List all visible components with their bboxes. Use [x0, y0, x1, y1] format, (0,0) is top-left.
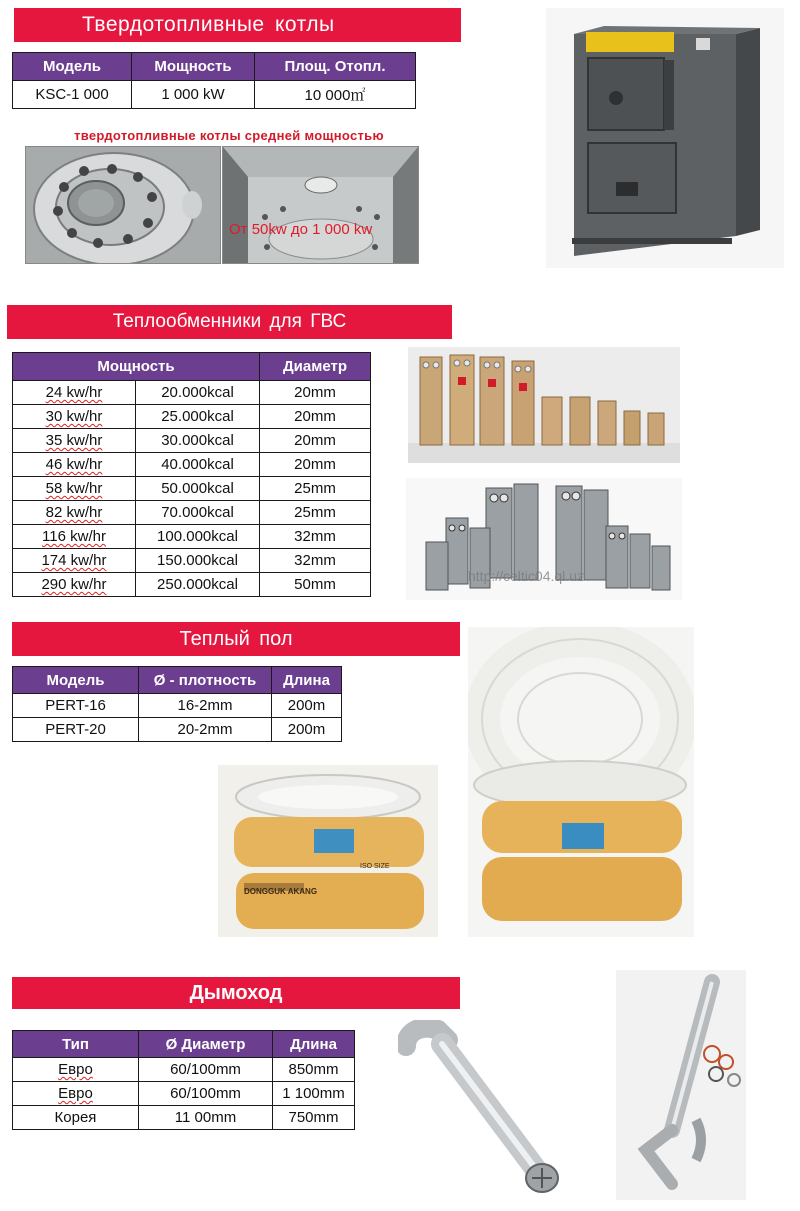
- table-row: [13, 477, 371, 501]
- boilers-cell-model: KSC-1 000: [13, 81, 132, 109]
- chimney-cell-length: 750mm: [273, 1106, 355, 1130]
- boiler-burner-photo: [25, 146, 221, 264]
- chimney-table: [12, 1030, 355, 1130]
- hx-cell-kcal: 250.000kcal: [136, 573, 260, 597]
- hx-cell-power: 58 kw/hr: [45, 480, 103, 497]
- hx-cell-diameter: 20mm: [260, 381, 371, 405]
- heat-exchangers-header-diameter: Диаметр: [260, 353, 371, 381]
- hx-cell-diameter: 32mm: [260, 525, 371, 549]
- chimney-cell-type: Евро: [58, 1061, 93, 1078]
- hx-cell-diameter: 20mm: [260, 453, 371, 477]
- pipe-rolls-iso-label: ISO SIZE: [360, 863, 390, 870]
- table-row: [13, 81, 416, 109]
- hx-cell-kcal: 70.000kcal: [136, 501, 260, 525]
- pipe-rolls-photo: [218, 765, 438, 937]
- heat-exchangers-header-power: Мощность: [13, 353, 260, 381]
- chimney-title-banner: [12, 977, 460, 1009]
- chimney-header-diameter: Ø Диаметр: [139, 1031, 273, 1058]
- pipe-rolls-brand-label: DONGGUK AKANG: [244, 887, 318, 896]
- hx-cell-power: 82 kw/hr: [45, 504, 103, 521]
- steel-exchangers-watermark: http://celtic04.ql.uz: [468, 568, 584, 584]
- floor-header-length: Длина: [272, 667, 342, 694]
- boilers-cell-area: 10 000㎡: [255, 81, 416, 109]
- table-row: [13, 573, 371, 597]
- chimney-cell-type: Евро: [58, 1085, 93, 1102]
- hx-cell-power: 30 kw/hr: [45, 408, 103, 425]
- heat-exchangers-title-banner: [7, 305, 452, 339]
- boilers-cell-power: 1 000 kW: [132, 81, 255, 109]
- steel-exchangers-photo: [406, 478, 682, 600]
- chimney-cell-diameter: 60/100mm: [139, 1082, 273, 1106]
- hx-cell-diameter: 50mm: [260, 573, 371, 597]
- hx-cell-diameter: 32mm: [260, 549, 371, 573]
- boilers-range-text: От 50kw до 1 000 kw: [229, 221, 373, 238]
- chimney-cell-diameter: 60/100mm: [139, 1058, 273, 1082]
- floor-header-density: Ø - плотность: [139, 667, 272, 694]
- floor-cell-density: 20-2mm: [139, 718, 272, 742]
- table-row: [13, 1106, 355, 1130]
- hx-cell-diameter: 25mm: [260, 477, 371, 501]
- floor-header-model: Модель: [13, 667, 139, 694]
- table-row: [13, 453, 371, 477]
- chimney-kit-photo: [616, 970, 746, 1200]
- table-row: [13, 718, 342, 742]
- table-row: [13, 1058, 355, 1082]
- floor-title-banner: [12, 622, 460, 656]
- chimney-pipe-photo: [398, 1020, 566, 1198]
- hx-cell-power: 35 kw/hr: [45, 432, 103, 449]
- hx-cell-power: 290 kw/hr: [41, 576, 107, 593]
- floor-cell-model: PERT-20: [13, 718, 139, 742]
- hx-cell-kcal: 50.000kcal: [136, 477, 260, 501]
- boiler-cabinet-photo: [546, 8, 784, 268]
- table-row: [13, 549, 371, 573]
- floor-table: [12, 666, 342, 742]
- boiler-firebox-photo: [222, 146, 419, 264]
- hx-cell-kcal: 20.000kcal: [136, 381, 260, 405]
- boilers-title: Твердотопливные котлы: [82, 13, 335, 36]
- hx-cell-kcal: 30.000kcal: [136, 429, 260, 453]
- chimney-cell-length: 850mm: [273, 1058, 355, 1082]
- hx-cell-kcal: 100.000kcal: [136, 525, 260, 549]
- hx-cell-diameter: 20mm: [260, 405, 371, 429]
- table-row: [13, 1082, 355, 1106]
- plate-exchangers-photo: [408, 347, 680, 463]
- hx-cell-power: 24 kw/hr: [45, 384, 103, 401]
- chimney-cell-diameter: 11 00mm: [139, 1106, 273, 1130]
- boilers-header-area: Площ. Отопл.: [255, 53, 416, 81]
- boilers-table: [12, 52, 416, 109]
- hx-cell-diameter: 20mm: [260, 429, 371, 453]
- hx-cell-kcal: 40.000kcal: [136, 453, 260, 477]
- table-row: [13, 429, 371, 453]
- boilers-header-power: Мощность: [132, 53, 255, 81]
- boilers-title-banner: [14, 8, 461, 42]
- boilers-header-model: Модель: [13, 53, 132, 81]
- boilers-caption: твердотопливные котлы средней мощностью: [74, 128, 384, 143]
- heat-exchangers-title: Теплообменники для ГВС: [112, 311, 347, 332]
- hx-cell-power: 116 kw/hr: [42, 528, 106, 545]
- floor-cell-model: PERT-16: [13, 694, 139, 718]
- floor-cell-density: 16-2mm: [139, 694, 272, 718]
- hx-cell-power: 174 kw/hr: [41, 552, 107, 569]
- hx-cell-power: 46 kw/hr: [45, 456, 103, 473]
- hx-cell-kcal: 150.000kcal: [136, 549, 260, 573]
- table-row: [13, 694, 342, 718]
- table-row: [13, 405, 371, 429]
- chimney-title: Дымоход: [189, 981, 283, 1004]
- hx-cell-kcal: 25.000kcal: [136, 405, 260, 429]
- chimney-header-length: Длина: [273, 1031, 355, 1058]
- chimney-cell-length: 1 100mm: [273, 1082, 355, 1106]
- table-row: [13, 525, 371, 549]
- chimney-header-type: Тип: [13, 1031, 139, 1058]
- table-row: [13, 501, 371, 525]
- heat-exchangers-table: [12, 352, 371, 597]
- floor-cell-length: 200m: [272, 694, 342, 718]
- table-row: [13, 381, 371, 405]
- pipe-coil-photo: [468, 627, 694, 937]
- chimney-cell-type: Корея: [13, 1106, 139, 1130]
- floor-cell-length: 200m: [272, 718, 342, 742]
- floor-title: Теплый пол: [179, 627, 293, 650]
- hx-cell-diameter: 25mm: [260, 501, 371, 525]
